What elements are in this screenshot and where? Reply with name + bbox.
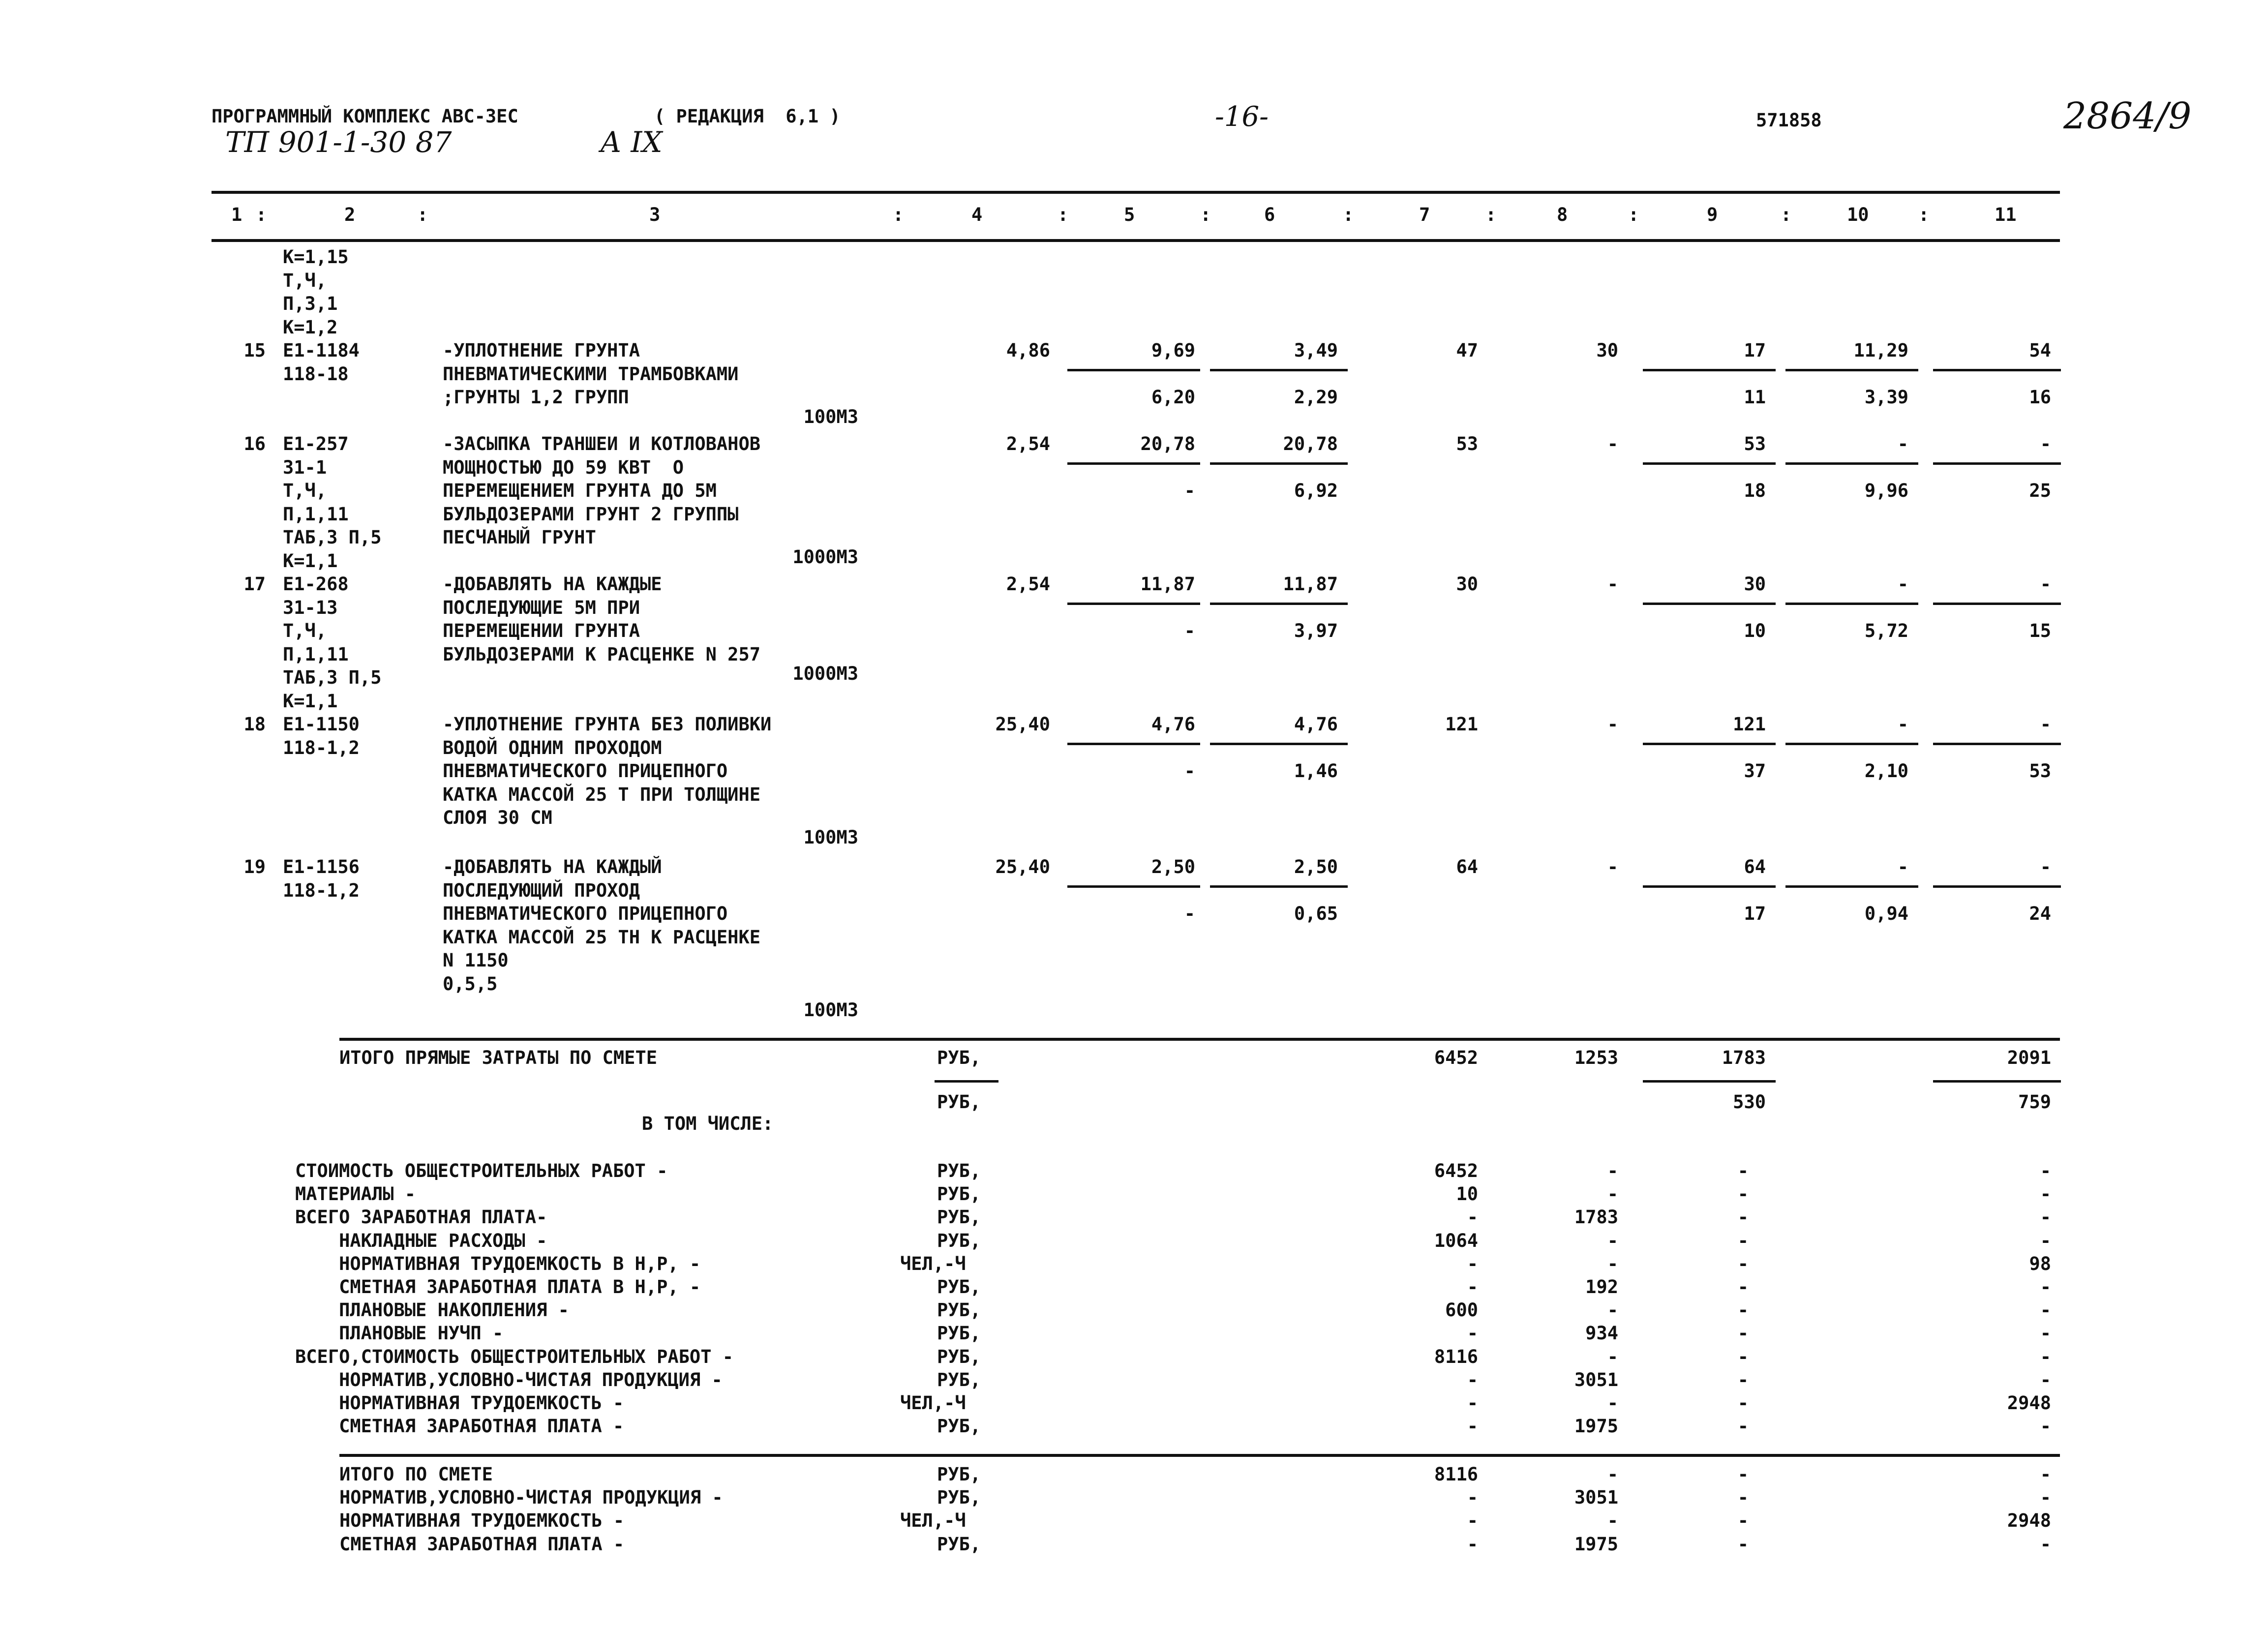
item-col10-sub: 0,94 bbox=[1864, 903, 1908, 924]
item-number: 15 bbox=[243, 340, 266, 361]
item-code: П,1,11 bbox=[283, 643, 349, 665]
item-quantity: 2,54 bbox=[1006, 433, 1050, 454]
summary-col9: - bbox=[1737, 1299, 1749, 1321]
summary-col11: - bbox=[2040, 1346, 2051, 1367]
summary-unit: РУБ, bbox=[937, 1346, 981, 1367]
column-header-2: 2 bbox=[344, 204, 356, 225]
item-col9-value: 64 bbox=[1744, 856, 1766, 877]
item-description: ПЕСЧАНЫЙ ГРУНТ bbox=[443, 527, 596, 548]
item-col9-sub: 11 bbox=[1744, 387, 1766, 408]
item-col8-value: - bbox=[1607, 433, 1618, 454]
item-col5-value: 4,76 bbox=[1151, 714, 1195, 735]
column-header-3: 3 bbox=[649, 204, 661, 225]
item-col11-value: - bbox=[2040, 714, 2051, 735]
summary-unit: РУБ, bbox=[937, 1323, 981, 1344]
summary-col11: 2948 bbox=[2007, 1392, 2051, 1414]
fraction-line bbox=[1785, 462, 1918, 465]
fraction-line bbox=[1785, 885, 1918, 888]
item-col10-value: - bbox=[1897, 433, 1908, 454]
summary-col8: - bbox=[1607, 1183, 1618, 1205]
item-col7-value: 53 bbox=[1456, 433, 1478, 454]
item-col9-sub: 37 bbox=[1744, 760, 1766, 782]
item-description: N 1150 bbox=[443, 950, 509, 971]
summary-label: ПЛАНОВЫЕ НУЧП - bbox=[295, 1323, 504, 1344]
item-description: -ДОБАВЛЯТЬ НА КАЖДЫЙ bbox=[443, 856, 662, 877]
item-unit: 1000М3 bbox=[792, 663, 858, 684]
final-col8: - bbox=[1607, 1510, 1618, 1532]
final-col9: - bbox=[1737, 1487, 1749, 1509]
item-col10-value: 11,29 bbox=[1853, 340, 1908, 361]
column-separator: : bbox=[1628, 204, 1639, 225]
item-description: -УПЛОТНЕНИЕ ГРУНТА bbox=[443, 340, 640, 361]
summary-col7: - bbox=[1467, 1416, 1478, 1437]
fraction-line bbox=[1643, 885, 1776, 888]
summary-col11: 98 bbox=[2029, 1253, 2051, 1274]
item-col6-sub: 6,92 bbox=[1294, 480, 1338, 501]
totals-unit-2: РУБ, bbox=[937, 1091, 981, 1113]
fraction-line bbox=[1933, 462, 2061, 465]
final-col11: - bbox=[2040, 1487, 2051, 1509]
fraction-line bbox=[1643, 603, 1776, 605]
summary-col7: - bbox=[1467, 1253, 1478, 1274]
final-col9: - bbox=[1737, 1464, 1749, 1485]
item-description: ПНЕВМАТИЧЕСКОГО ПРИЦЕПНОГО bbox=[443, 903, 728, 924]
fraction-line bbox=[1643, 743, 1776, 745]
item-description: БУЛЬДОЗЕРАМИ ГРУНТ 2 ГРУППЫ bbox=[443, 503, 739, 525]
final-unit: РУБ, bbox=[937, 1464, 981, 1485]
item-col5-value: 2,50 bbox=[1151, 856, 1195, 877]
summary-col8: - bbox=[1607, 1346, 1618, 1367]
item-number: 17 bbox=[243, 574, 266, 595]
column-header-6: 6 bbox=[1264, 204, 1275, 225]
summary-unit: РУБ, bbox=[937, 1160, 981, 1181]
summary-col7: 6452 bbox=[1434, 1160, 1478, 1181]
summary-col9: - bbox=[1737, 1369, 1749, 1390]
item-code: ТАБ,3 П,5 bbox=[283, 667, 382, 688]
edition-label: ( РЕДАКЦИЯ 6,1 ) bbox=[654, 106, 841, 127]
summary-col7: - bbox=[1467, 1369, 1478, 1390]
fraction-line bbox=[1643, 462, 1776, 465]
final-col8: 3051 bbox=[1574, 1487, 1618, 1509]
totals-col7: 6452 bbox=[1434, 1047, 1478, 1068]
column-separator: : bbox=[417, 204, 428, 225]
item-col9-value: 53 bbox=[1744, 433, 1766, 454]
item-col8-value: 30 bbox=[1596, 340, 1618, 361]
fraction-line bbox=[1643, 1080, 1776, 1083]
final-col11: - bbox=[2040, 1464, 2051, 1485]
column-separator: : bbox=[1485, 204, 1497, 225]
totals-col9-sub: 530 bbox=[1733, 1091, 1766, 1113]
summary-col11: - bbox=[2040, 1323, 2051, 1344]
item-code: 118-1,2 bbox=[283, 737, 360, 758]
summary-col8: 1783 bbox=[1574, 1207, 1618, 1228]
item-col11-value: - bbox=[2040, 574, 2051, 595]
summary-col8: 1975 bbox=[1574, 1416, 1618, 1437]
summary-col7: 10 bbox=[1456, 1183, 1478, 1205]
column-separator: : bbox=[1200, 204, 1211, 225]
final-col11: 2948 bbox=[2007, 1510, 2051, 1532]
item-col6-sub: 0,65 bbox=[1294, 903, 1338, 924]
summary-col11: - bbox=[2040, 1160, 2051, 1181]
summary-col11: - bbox=[2040, 1369, 2051, 1390]
item-col5-sub: - bbox=[1184, 480, 1195, 501]
item-col10-sub: 2,10 bbox=[1864, 760, 1908, 782]
item-description: -УПЛОТНЕНИЕ ГРУНТА БЕЗ ПОЛИВКИ bbox=[443, 714, 772, 735]
handwritten-project: ТП 901-1-30 87 bbox=[225, 125, 452, 159]
column-header-5: 5 bbox=[1124, 204, 1135, 225]
item-unit: 100М3 bbox=[803, 406, 858, 427]
column-header-10: 10 bbox=[1847, 204, 1869, 225]
item-col10-value: - bbox=[1897, 714, 1908, 735]
header-top-rule bbox=[212, 191, 2060, 194]
item-col10-value: - bbox=[1897, 856, 1908, 877]
item-col5-sub: 6,20 bbox=[1151, 387, 1195, 408]
summary-label: СМЕТНАЯ ЗАРАБОТНАЯ ПЛАТА В Н,Р, - bbox=[295, 1276, 701, 1298]
item-code: 118-1,2 bbox=[283, 879, 360, 901]
item-col6-sub: 3,97 bbox=[1294, 620, 1338, 641]
item-col6-value: 11,87 bbox=[1283, 574, 1338, 595]
item-col9-sub: 17 bbox=[1744, 903, 1766, 924]
item-code: Т,Ч, bbox=[283, 620, 327, 641]
summary-col11: - bbox=[2040, 1183, 2051, 1205]
summary-col8: - bbox=[1607, 1392, 1618, 1414]
summary-unit: РУБ, bbox=[937, 1299, 981, 1321]
item-col11-sub: 16 bbox=[2029, 387, 2051, 408]
item-col5-value: 9,69 bbox=[1151, 340, 1195, 361]
fraction-line bbox=[1210, 603, 1348, 605]
summary-col7: - bbox=[1467, 1323, 1478, 1344]
fraction-line bbox=[1933, 1080, 2061, 1083]
item-col7-value: 47 bbox=[1456, 340, 1478, 361]
code-line: Т,Ч, bbox=[283, 270, 327, 291]
summary-col9: - bbox=[1737, 1416, 1749, 1437]
item-col9-sub: 18 bbox=[1744, 480, 1766, 501]
summary-col9: - bbox=[1737, 1253, 1749, 1274]
fraction-line bbox=[1067, 462, 1200, 465]
item-col10-sub: 9,96 bbox=[1864, 480, 1908, 501]
totals-top-rule bbox=[339, 1038, 2060, 1041]
item-code: 31-1 bbox=[283, 456, 327, 478]
item-col9-value: 30 bbox=[1744, 574, 1766, 595]
summary-col9: - bbox=[1737, 1183, 1749, 1205]
item-quantity: 2,54 bbox=[1006, 574, 1050, 595]
item-col5-value: 11,87 bbox=[1140, 574, 1195, 595]
item-code: Е1-1150 bbox=[283, 714, 360, 735]
item-description: ПНЕВМАТИЧЕСКИМИ ТРАМБОВКАМИ bbox=[443, 363, 739, 385]
summary-col9: - bbox=[1737, 1346, 1749, 1367]
totals-col11-sub: 759 bbox=[2018, 1091, 2051, 1113]
item-col6-value: 20,78 bbox=[1283, 433, 1338, 454]
summary-label: ВСЕГО,СТОИМОСТЬ ОБЩЕСТРОИТЕЛЬНЫХ РАБОТ - bbox=[295, 1346, 734, 1367]
item-description: МОЩНОСТЬЮ ДО 59 КВТ О bbox=[443, 456, 684, 478]
summary-label: ВСЕГО ЗАРАБОТНАЯ ПЛАТА- bbox=[295, 1207, 547, 1228]
summary-unit: ЧЕЛ,-Ч bbox=[900, 1253, 966, 1274]
item-col10-sub: 5,72 bbox=[1864, 620, 1908, 641]
item-col6-sub: 2,29 bbox=[1294, 387, 1338, 408]
item-col5-value: 20,78 bbox=[1140, 433, 1195, 454]
item-description: ПЕРЕМЕЩЕНИИ ГРУНТА bbox=[443, 620, 640, 641]
final-col11: - bbox=[2040, 1533, 2051, 1555]
item-description: ;ГРУНТЫ 1,2 ГРУПП bbox=[443, 387, 629, 408]
item-code: К=1,1 bbox=[283, 550, 338, 572]
doc-code: 571858 bbox=[1756, 110, 1822, 131]
summary-col9: - bbox=[1737, 1323, 1749, 1344]
summary-unit: РУБ, bbox=[937, 1207, 981, 1228]
item-col6-value: 4,76 bbox=[1294, 714, 1338, 735]
summary-unit: РУБ, bbox=[937, 1276, 981, 1298]
final-label: НОРМАТИВНАЯ ТРУДОЕМКОСТЬ - bbox=[339, 1510, 625, 1532]
item-description: БУЛЬДОЗЕРАМИ К РАСЦЕНКЕ N 257 bbox=[443, 643, 761, 665]
item-quantity: 25,40 bbox=[995, 856, 1050, 877]
column-separator: : bbox=[1343, 204, 1354, 225]
fraction-line bbox=[935, 1080, 998, 1083]
final-unit: ЧЕЛ,-Ч bbox=[900, 1510, 966, 1532]
item-unit: 1000М3 bbox=[792, 546, 858, 568]
summary-col9: - bbox=[1737, 1230, 1749, 1251]
summary-col11: - bbox=[2040, 1207, 2051, 1228]
fraction-line bbox=[1067, 369, 1200, 371]
totals-col11: 2091 bbox=[2007, 1047, 2051, 1068]
final-col8: 1975 bbox=[1574, 1533, 1618, 1555]
fraction-line bbox=[1643, 369, 1776, 371]
item-col5-sub: - bbox=[1184, 620, 1195, 641]
summary-label: ПЛАНОВЫЕ НАКОПЛЕНИЯ - bbox=[295, 1299, 569, 1321]
column-header-8: 8 bbox=[1557, 204, 1568, 225]
item-col5-sub: - bbox=[1184, 760, 1195, 782]
item-col11-value: 54 bbox=[2029, 340, 2051, 361]
summary-unit: РУБ, bbox=[937, 1416, 981, 1437]
header-bottom-rule bbox=[212, 239, 2060, 242]
item-col10-value: - bbox=[1897, 574, 1908, 595]
item-unit: 100М3 bbox=[803, 999, 858, 1021]
summary-col9: - bbox=[1737, 1392, 1749, 1414]
summary-col9: - bbox=[1737, 1276, 1749, 1298]
final-col9: - bbox=[1737, 1510, 1749, 1532]
code-line: П,3,1 bbox=[283, 293, 338, 314]
summary-col8: - bbox=[1607, 1299, 1618, 1321]
totals-col9: 1783 bbox=[1722, 1047, 1766, 1068]
summary-unit: РУБ, bbox=[937, 1183, 981, 1205]
summary-col7: 8116 bbox=[1434, 1346, 1478, 1367]
fraction-line bbox=[1785, 743, 1918, 745]
item-col11-value: - bbox=[2040, 856, 2051, 877]
item-code: Е1-268 bbox=[283, 574, 349, 595]
column-separator: : bbox=[1918, 204, 1930, 225]
item-col11-sub: 24 bbox=[2029, 903, 2051, 924]
item-col6-value: 3,49 bbox=[1294, 340, 1338, 361]
final-col7: - bbox=[1467, 1510, 1478, 1532]
item-description: ПНЕВМАТИЧЕСКОГО ПРИЦЕПНОГО bbox=[443, 760, 728, 782]
summary-label: НОРМАТИВНАЯ ТРУДОЕМКОСТЬ - bbox=[295, 1392, 624, 1414]
final-unit: РУБ, bbox=[937, 1533, 981, 1555]
column-header-11: 11 bbox=[1995, 204, 2017, 225]
totals-col8: 1253 bbox=[1574, 1047, 1618, 1068]
item-col7-value: 30 bbox=[1456, 574, 1478, 595]
item-description: -ЗАСЫПКА ТРАНШЕИ И КОТЛОВАНОВ bbox=[443, 433, 761, 454]
final-label: СМЕТНАЯ ЗАРАБОТНАЯ ПЛАТА - bbox=[339, 1533, 625, 1555]
item-description: ПОСЛЕДУЮЩИЕ 5М ПРИ bbox=[443, 597, 640, 618]
fraction-line bbox=[1210, 743, 1348, 745]
fraction-line bbox=[1210, 462, 1348, 465]
item-code: Е1-1184 bbox=[283, 340, 360, 361]
item-col11-sub: 53 bbox=[2029, 760, 2051, 782]
handwritten-code: 2864/9 bbox=[2063, 95, 2192, 137]
item-code: 31-13 bbox=[283, 597, 338, 618]
summary-col8: 192 bbox=[1585, 1276, 1618, 1298]
column-separator: : bbox=[1058, 204, 1069, 225]
fraction-line bbox=[1933, 369, 2061, 371]
summary-col8: 3051 bbox=[1574, 1369, 1618, 1390]
summary-col7: - bbox=[1467, 1276, 1478, 1298]
handwritten-album: А IX bbox=[600, 125, 663, 159]
summary-unit: ЧЕЛ,-Ч bbox=[900, 1392, 966, 1414]
final-top-rule bbox=[339, 1454, 2060, 1457]
summary-col11: - bbox=[2040, 1276, 2051, 1298]
item-col11-value: - bbox=[2040, 433, 2051, 454]
column-separator: : bbox=[893, 204, 904, 225]
totals-unit: РУБ, bbox=[937, 1047, 981, 1068]
summary-label: СМЕТНАЯ ЗАРАБОТНАЯ ПЛАТА - bbox=[295, 1416, 624, 1437]
fraction-line bbox=[1067, 885, 1200, 888]
item-col8-value: - bbox=[1607, 714, 1618, 735]
item-col11-sub: 25 bbox=[2029, 480, 2051, 501]
item-description: КАТКА МАССОЙ 25 ТН К РАСЦЕНКЕ bbox=[443, 926, 761, 948]
summary-col9: - bbox=[1737, 1160, 1749, 1181]
summary-col8: - bbox=[1607, 1160, 1618, 1181]
final-col9: - bbox=[1737, 1533, 1749, 1555]
column-header-4: 4 bbox=[971, 204, 983, 225]
summary-col11: - bbox=[2040, 1299, 2051, 1321]
fraction-line bbox=[1067, 743, 1200, 745]
item-col5-sub: - bbox=[1184, 903, 1195, 924]
page-number: -16- bbox=[1215, 101, 1269, 133]
summary-col9: - bbox=[1737, 1207, 1749, 1228]
summary-col7: 600 bbox=[1445, 1299, 1478, 1321]
final-unit: РУБ, bbox=[937, 1487, 981, 1509]
summary-col7: - bbox=[1467, 1207, 1478, 1228]
item-col8-value: - bbox=[1607, 574, 1618, 595]
item-code: 118-18 bbox=[283, 363, 349, 385]
fraction-line bbox=[1933, 885, 2061, 888]
fraction-line bbox=[1933, 743, 2061, 745]
item-code: ТАБ,3 П,5 bbox=[283, 527, 382, 548]
item-description: КАТКА МАССОЙ 25 Т ПРИ ТОЛЩИНЕ bbox=[443, 784, 761, 805]
summary-label: НОРМАТИВ,УСЛОВНО-ЧИСТАЯ ПРОДУКЦИЯ - bbox=[295, 1369, 723, 1390]
summary-label: НОРМАТИВНАЯ ТРУДОЕМКОСТЬ В Н,Р, - bbox=[295, 1253, 701, 1274]
fraction-line bbox=[1210, 885, 1348, 888]
item-code: Е1-1156 bbox=[283, 856, 360, 877]
summary-unit: РУБ, bbox=[937, 1230, 981, 1251]
item-col6-sub: 1,46 bbox=[1294, 760, 1338, 782]
item-number: 16 bbox=[243, 433, 266, 454]
item-code: Т,Ч, bbox=[283, 480, 327, 501]
fraction-line bbox=[1785, 603, 1918, 605]
item-quantity: 25,40 bbox=[995, 714, 1050, 735]
column-header-1: 1 bbox=[231, 204, 242, 225]
item-description: ВОДОЙ ОДНИМ ПРОХОДОМ bbox=[443, 737, 662, 758]
fraction-line bbox=[1067, 603, 1200, 605]
column-header-9: 9 bbox=[1707, 204, 1718, 225]
item-number: 18 bbox=[243, 714, 266, 735]
item-col8-value: - bbox=[1607, 856, 1618, 877]
fraction-line bbox=[1210, 369, 1348, 371]
item-description: ПОСЛЕДУЮЩИЙ ПРОХОД bbox=[443, 879, 640, 901]
item-code: Е1-257 bbox=[283, 433, 349, 454]
item-col11-sub: 15 bbox=[2029, 620, 2051, 641]
item-col9-value: 121 bbox=[1733, 714, 1766, 735]
summary-col8: 934 bbox=[1585, 1323, 1618, 1344]
final-col8: - bbox=[1607, 1464, 1618, 1485]
item-col9-value: 17 bbox=[1744, 340, 1766, 361]
item-col7-value: 121 bbox=[1445, 714, 1478, 735]
item-number: 19 bbox=[243, 856, 266, 877]
item-description: ПЕРЕМЕЩЕНИЕМ ГРУНТА ДО 5М bbox=[443, 480, 717, 501]
summary-unit: РУБ, bbox=[937, 1369, 981, 1390]
final-label: НОРМАТИВ,УСЛОВНО-ЧИСТАЯ ПРОДУКЦИЯ - bbox=[339, 1487, 723, 1509]
final-col7: - bbox=[1467, 1487, 1478, 1509]
final-col7: 8116 bbox=[1434, 1464, 1478, 1485]
fraction-line bbox=[1785, 369, 1918, 371]
column-separator: : bbox=[256, 204, 267, 225]
totals-label: ИТОГО ПРЯМЫЕ ЗАТРАТЫ ПО СМЕТЕ bbox=[339, 1047, 658, 1068]
summary-col8: - bbox=[1607, 1230, 1618, 1251]
column-separator: : bbox=[1781, 204, 1792, 225]
summary-label: СТОИМОСТЬ ОБЩЕСТРОИТЕЛЬНЫХ РАБОТ - bbox=[295, 1160, 668, 1181]
summary-label: МАТЕРИАЛЫ - bbox=[295, 1183, 416, 1205]
final-label: ИТОГО ПО СМЕТЕ bbox=[339, 1464, 493, 1485]
item-description: -ДОБАВЛЯТЬ НА КАЖДЫЕ bbox=[443, 574, 662, 595]
summary-col7: - bbox=[1467, 1392, 1478, 1414]
item-unit: 100М3 bbox=[803, 826, 858, 848]
code-line: К=1,15 bbox=[283, 246, 349, 268]
fraction-line bbox=[1933, 603, 2061, 605]
code-line: К=1,2 bbox=[283, 316, 338, 338]
summary-col11: - bbox=[2040, 1416, 2051, 1437]
summary-col8: - bbox=[1607, 1253, 1618, 1274]
in-that-label: В ТОМ ЧИСЛЕ: bbox=[642, 1113, 774, 1134]
final-col7: - bbox=[1467, 1533, 1478, 1555]
summary-col7: 1064 bbox=[1434, 1230, 1478, 1251]
item-code: П,1,11 bbox=[283, 503, 349, 525]
item-col9-sub: 10 bbox=[1744, 620, 1766, 641]
item-code: К=1,1 bbox=[283, 690, 338, 712]
column-header-7: 7 bbox=[1419, 204, 1430, 225]
summary-label: НАКЛАДНЫЕ РАСХОДЫ - bbox=[295, 1230, 547, 1251]
item-col6-value: 2,50 bbox=[1294, 856, 1338, 877]
item-description: 0,5,5 bbox=[443, 973, 498, 995]
item-description: СЛОЯ 30 СМ bbox=[443, 807, 552, 828]
item-col10-sub: 3,39 bbox=[1864, 387, 1908, 408]
summary-col11: - bbox=[2040, 1230, 2051, 1251]
program-title: ПРОГРАММНЫЙ КОМПЛЕКС АВС-ЗЕС bbox=[212, 106, 518, 127]
item-col7-value: 64 bbox=[1456, 856, 1478, 877]
item-quantity: 4,86 bbox=[1006, 340, 1050, 361]
